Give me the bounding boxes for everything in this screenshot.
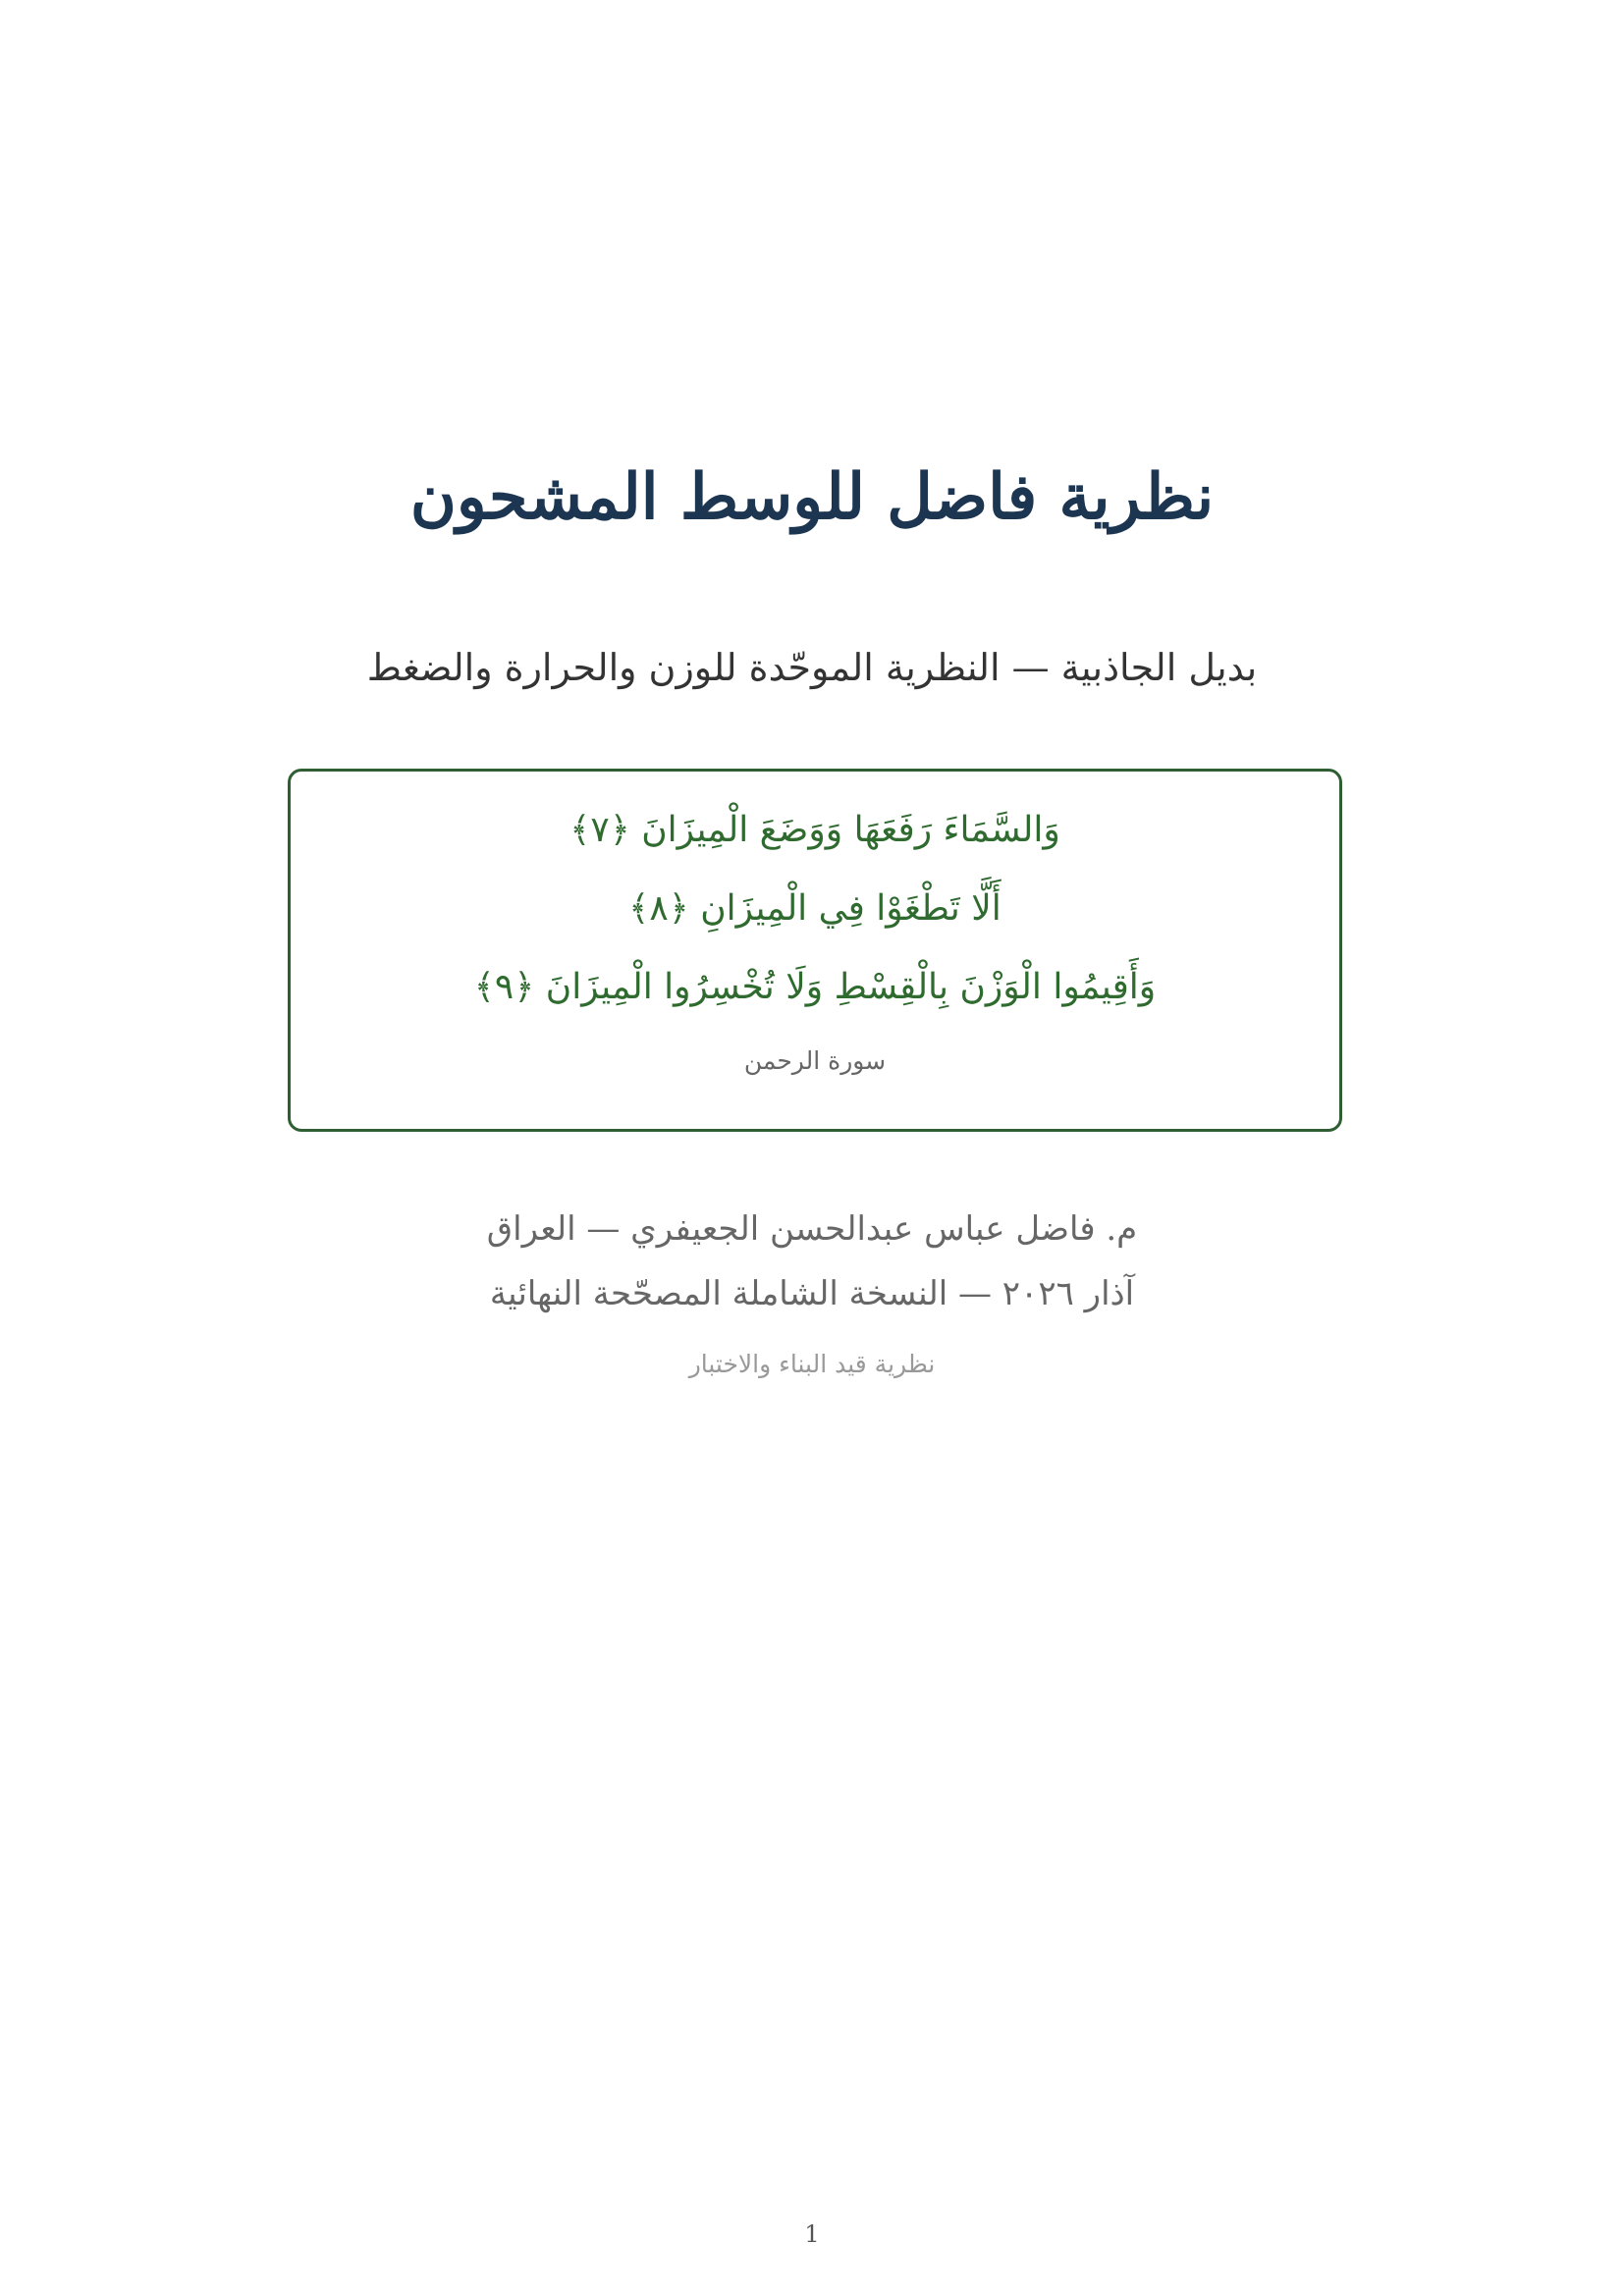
quran-verse-box (288, 769, 1342, 1132)
verse-line-7: وَالسَّمَاءَ رَفَعَهَا وَوَضَعَ الْمِيزَانَ ﴿٧﴾ (569, 810, 1060, 850)
author-line: م. فاضل عباس عبدالحسن الجعيفري — العراق (486, 1209, 1138, 1249)
verse-line-9: وَأَقِيمُوا الْوَزْنَ بِالْقِسْطِ وَلَا تُخْسِرُوا الْمِيزَانَ ﴿٩﴾ (473, 967, 1157, 1007)
edition-line: آذار ٢٠٢٦ — النسخة الشاملة المصحّحة النهائية (489, 1274, 1135, 1313)
page-number: 1 (804, 2220, 820, 2248)
status-note: نظرية قيد البناء والاختبار (688, 1350, 936, 1378)
verse-line-8: أَلَّا تَطْغَوْا فِي الْمِيزَانِ ﴿٨﴾ (628, 888, 1001, 929)
verse-source: سورة الرحمن (743, 1046, 887, 1075)
document-title: نظرية فاضل للوسط المشحون (409, 460, 1215, 534)
document-subtitle: بديل الجاذبية — النظرية الموحّدة للوزن والحرارة والضغط (366, 646, 1258, 689)
